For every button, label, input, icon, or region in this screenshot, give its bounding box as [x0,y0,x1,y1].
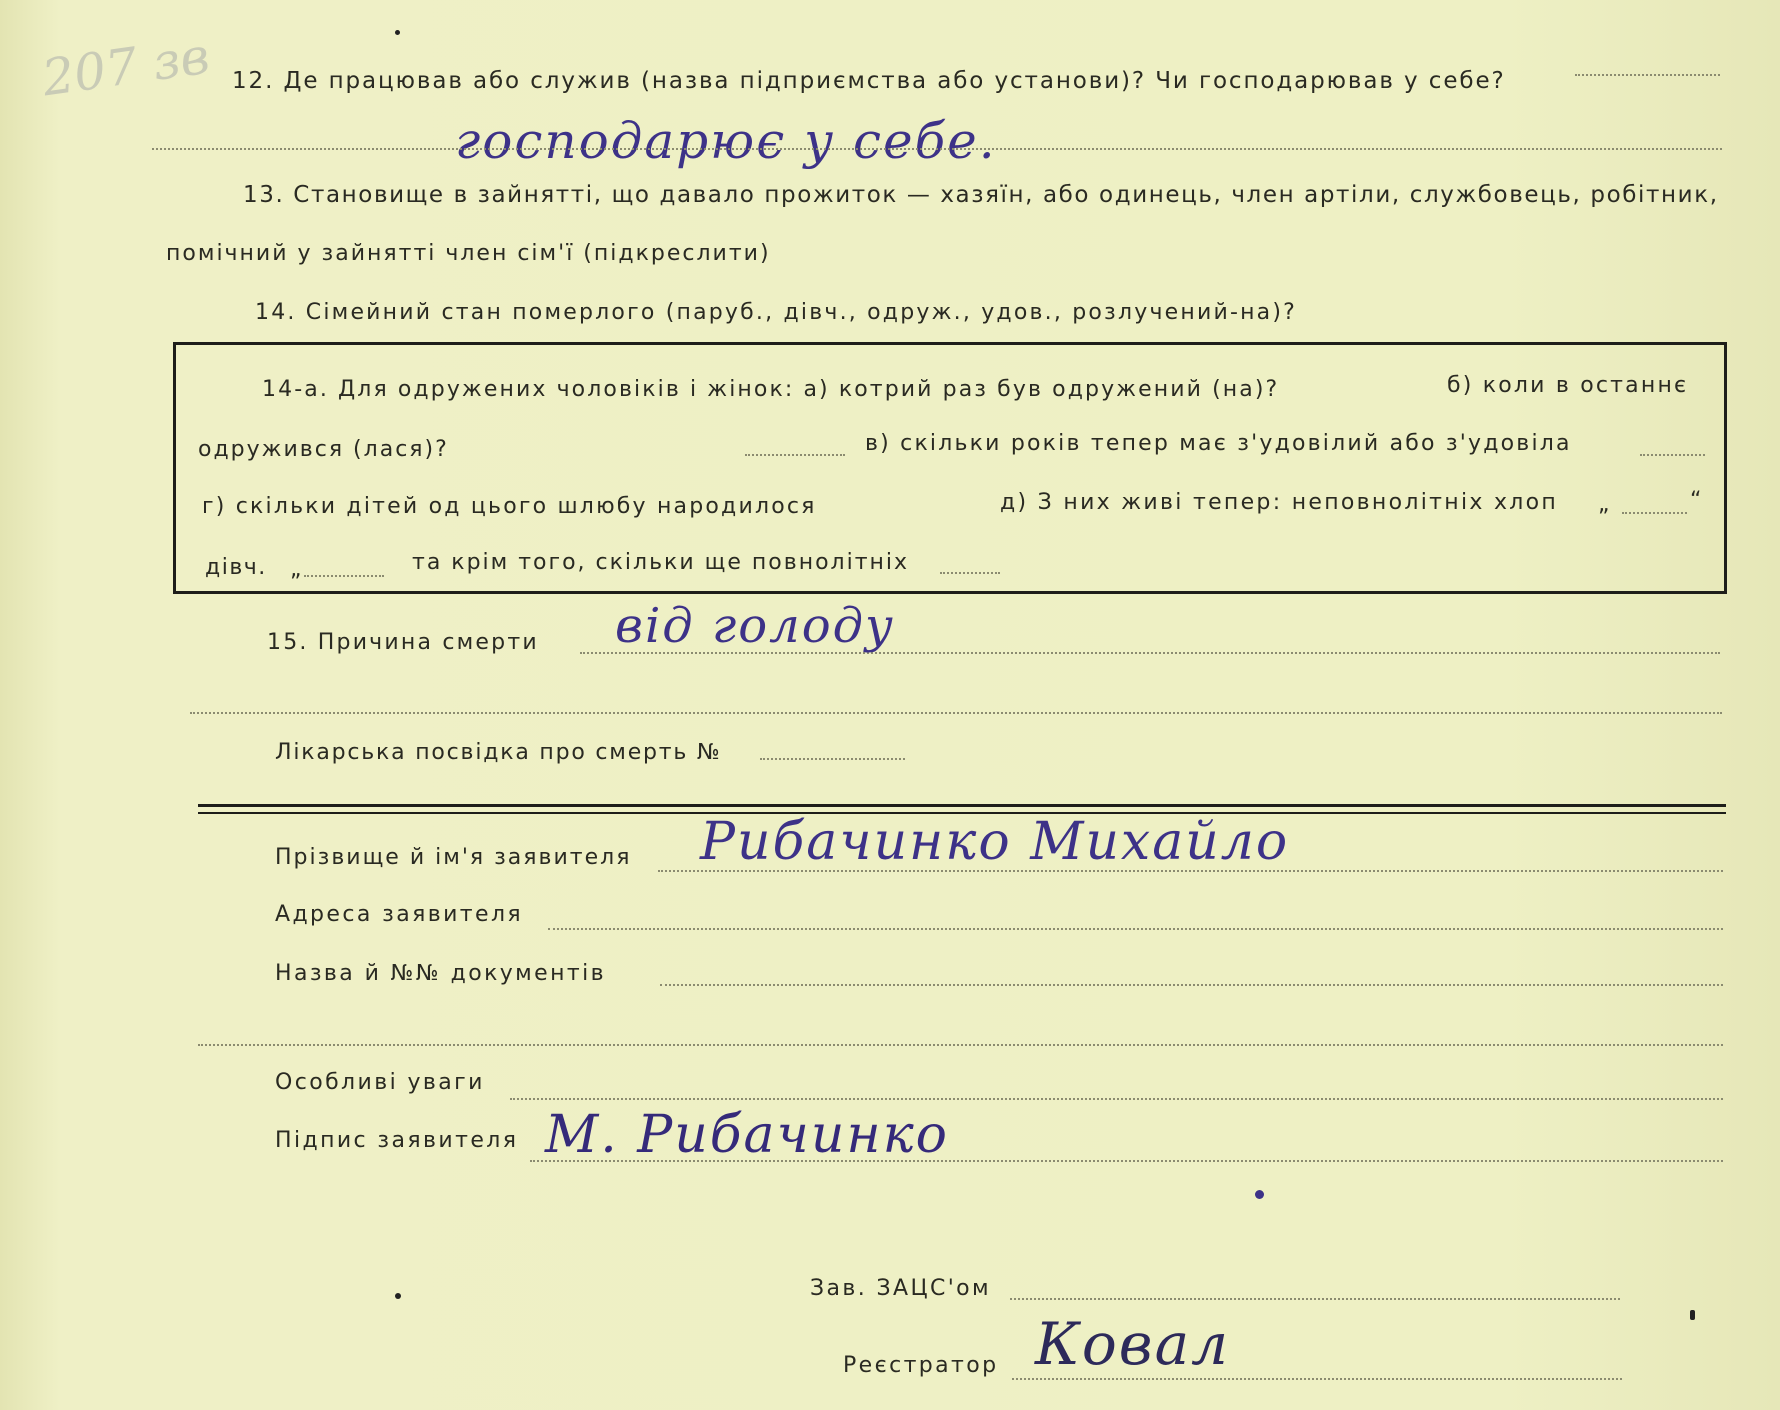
applicant-notes-label: Особливі уваги [275,1070,485,1095]
q14a-quote-open: „ [1598,492,1611,517]
q14a-line-b: б) коли в останнє [1447,373,1689,398]
ink-speck [395,1293,401,1299]
q14a-quote-close: “ [1690,488,1703,513]
q14a-field-girls [304,575,384,577]
q14a-line-d: д) З них живі тепер: неповнолітніх хлоп [1000,490,1559,515]
q14-label: 14. Сімейний стан померлого (паруб., дівч., одруж., удов., розлучений-на)? [255,300,1298,325]
applicant-name-label: Прізвище й ім'я заявителя [275,845,632,870]
q15-line-2 [190,712,1722,714]
q14a-line-b2: одружився (лася)? [198,437,449,462]
applicant-documents-field-1 [660,984,1723,986]
q13-line-2: помічний у зайнятті член сім'ї (підкреслити) [166,241,771,266]
q12-label: 12. Де працював або служив (назва підприємства або установи)? Чи господарював у себе? [232,68,1506,94]
applicant-address-label: Адреса заявителя [275,902,524,927]
q15-label: 15. Причина смерти [267,630,539,655]
registrar-field [1012,1378,1622,1380]
q12-answer: господарює у себе. [455,112,997,170]
applicant-address-field [548,928,1723,930]
q14a-line-a: 14-а. Для одружених чоловіків і жінок: а) котрий раз був одружений (на)? [262,377,1280,402]
separator-rule-top [198,804,1726,807]
registrar-label: Реєстратор [843,1353,999,1378]
applicant-documents-label: Назва й №№ документів [275,961,606,986]
applicant-name-value: Рибачинко Михайло [700,812,1290,872]
q12-line-2 [152,148,1722,150]
q14a-girls-quote: „ [290,557,303,582]
q12-line-1 [1575,74,1720,76]
registrar-signature: Ковал [1035,1310,1231,1378]
q15-answer: від голоду [615,598,895,654]
zags-head-field [1010,1298,1620,1300]
q14a-field-boys [1622,512,1687,514]
q14a-field-v [1640,454,1705,456]
archive-pencil-note: 207 зв [38,26,213,108]
ink-speck [1690,1310,1695,1320]
applicant-documents-field-2 [198,1044,1723,1046]
medical-certificate-field [760,758,905,760]
q14a-line-v: в) скільки років тепер має з'удовілий або з'удовіла [865,431,1572,456]
q14a-line-g: г) скільки дітей од цього шлюбу народилося [202,494,817,519]
applicant-notes-field [510,1098,1723,1100]
q13-line-1: 13. Становище в зайнятті, що давало прожиток — хазяїн, або одинець, член артіли, службовець, робітник, [243,182,1719,208]
ink-speck [1255,1190,1264,1199]
q14a-line-rest: та крім того, скільки ще повнолітніх [412,550,910,575]
medical-certificate-label: Лікарська посвідка про смерть № [275,740,722,765]
q14a-field-b [745,454,845,456]
zags-head-label: Зав. ЗАЦС'ом [810,1276,992,1301]
q14a-field-adults [940,572,1000,574]
applicant-signature: М. Рибачинко [545,1105,949,1165]
applicant-signature-label: Підпис заявителя [275,1128,519,1153]
q14a-girls-label: дівч. [205,555,267,580]
ink-speck [395,30,400,35]
